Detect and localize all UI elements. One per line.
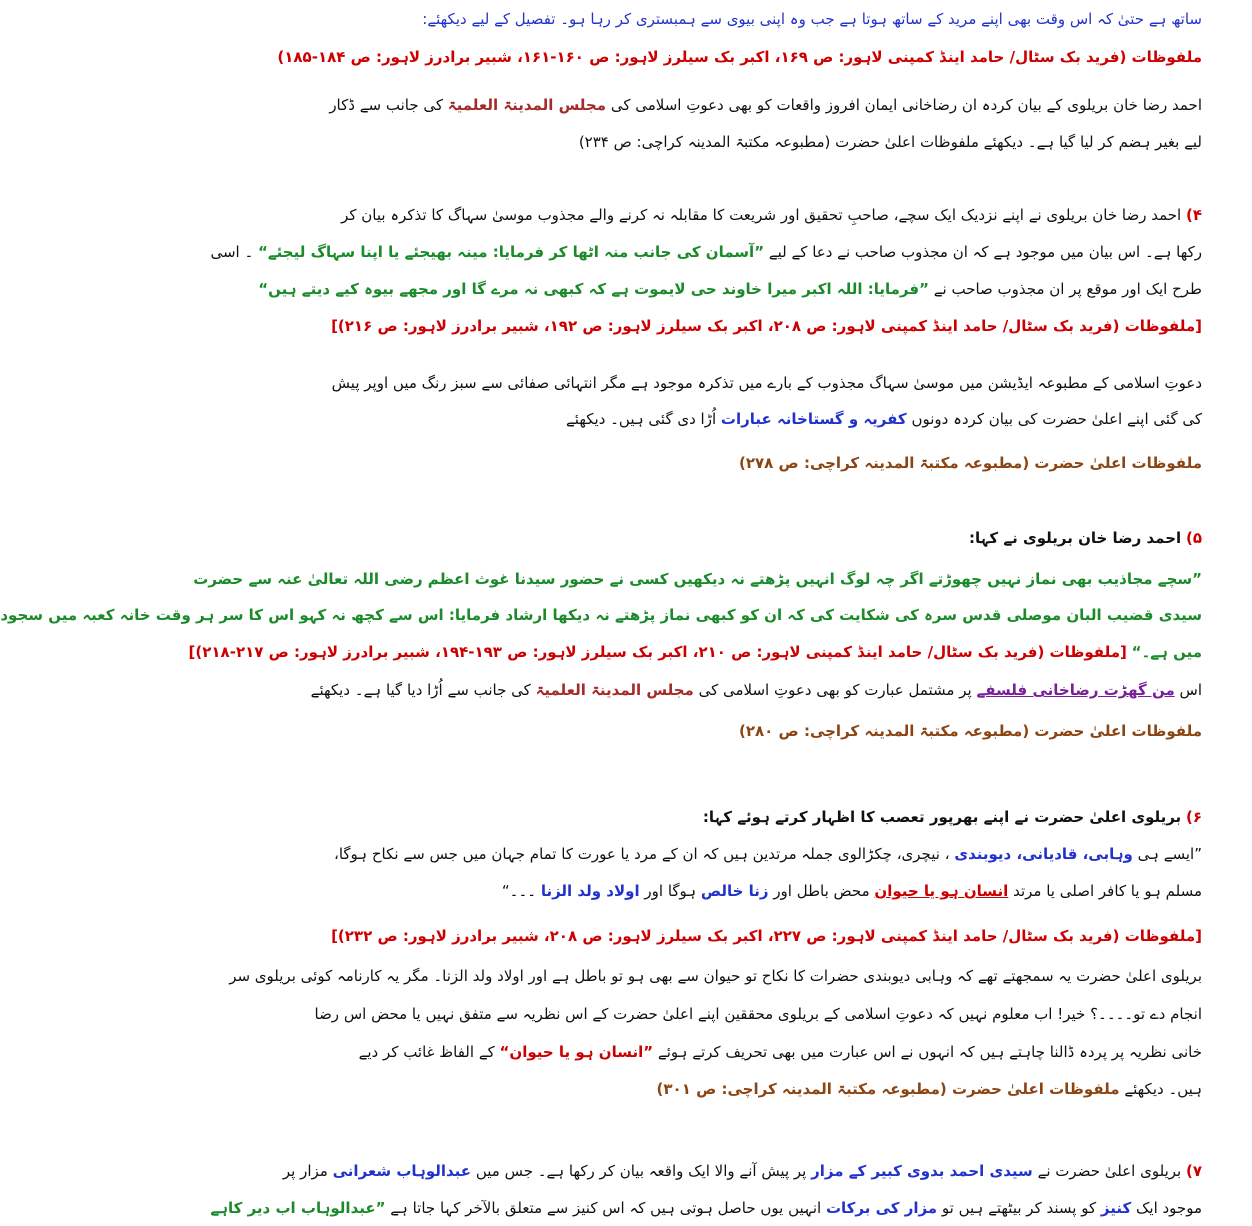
section-6-line-4: انجام دے تو۔۔۔۔؟ خیر! اب معلوم نہیں کہ دعوتِ اسلامی کے بریلوی محققین اپنے اعلیٰ حضرت کے اس نظریہ سے متفق نہیں یا محض اس رضا (314, 1005, 1202, 1023)
section-6-heading: ۶) بریلوی اعلیٰ حضرت نے اپنے بھرپور تعصب کا اظہار کرتے ہوئے کہا: (702, 808, 1202, 826)
intro-reference: ملفوظات (فرید بک سٹال/ حامد اینڈ کمپنی لاہور: ص ۱۶۹، اکبر بک سیلرز لاہور: ص ۱۶۰-۱۶۱، شبیر برادرز لاہور: ص ۱۸۴-۱۸۵) (277, 48, 1202, 66)
section-5-quote-2: سیدی قضیب البان موصلی قدس سرہ کی شکایت کی کہ ان کو کبھی نماز پڑھتے نہ دیکھا ارشاد فرمایا: اس سے کچھ نہ کہو اس کا سر ہر وقت خانہ کعبہ میں سجود (0, 606, 1202, 624)
section-4-line-5: کی گئی اپنے اعلیٰ حضرت کی بیان کردہ دونوں کفریہ و گستاخانہ عبارات اُڑا دی گئی ہیں۔ دیکھئے (566, 410, 1202, 428)
section-5-line-4: اس من گھڑت رضاخانی فلسفے پر مشتمل عبارت کو بھی دعوتِ اسلامی کی مجلس المدینۃ العلمیۃ کی جانب سے اُڑا دیا گیا ہے۔ دیکھئے (310, 681, 1202, 699)
section-5-quote-1: ”سچے مجاذیب بھی نماز نہیں چھوڑتے اگر چہ لوگ انہیں پڑھتے نہ دیکھیں کسی نے حضور سیدنا غوث اعظم رضی اللہ تعالیٰ عنہ سے حضرت (193, 570, 1202, 588)
section-4-line-2: رکھا ہے۔ اس بیان میں موجود ہے کہ ان مجذوب صاحب نے دعا کے لیے ”آسمان کی جانب منہ اٹھا کر فرمایا: مینہ بھیجئے یا اپنا سہاگ لیجئے“ ۔ اسی (210, 243, 1202, 261)
section-6-line-6: ہیں۔ دیکھئے ملفوظات اعلیٰ حضرت (مطبوعہ مکتبۃ المدینہ کراچی: ص ۳۰۱) (656, 1080, 1202, 1098)
section-4-edition-reference: ملفوظات اعلیٰ حضرت (مطبوعہ مکتبۃ المدینہ کراچی: ص ۲۷۸) (739, 454, 1202, 472)
intro-line-2: احمد رضا خان بریلوی کے بیان کردہ ان رضاخانی ایمان افروز واقعات کو بھی دعوتِ اسلامی کی مجلس المدینۃ العلمیۃ کی جانب سے ڈکار (329, 96, 1202, 114)
section-5-quote-3-and-reference: میں ہے۔“ [ملفوظات (فرید بک سٹال/ حامد اینڈ کمپنی لاہور: ص ۲۱۰، اکبر بک سیلرز لاہور: ص ۱۹۳-۱۹۴، شبیر برادرز لاہور: ص ۲۱۷-۲۱۸)] (188, 643, 1202, 661)
section-6-line-3: بریلوی اعلیٰ حضرت یہ سمجھتے تھے کہ وہابی دیوبندی حضرات کا نکاح تو حیوان سے بھی ہو تو باطل ہے اور اولاد ولد الزنا۔ مگر یہ کارنامہ کوئی بریلوی سر (229, 967, 1202, 985)
intro-line-3: لیے بغیر ہضم کر لیا گیا ہے۔ دیکھئے ملفوظات اعلیٰ حضرت (مطبوعہ مکتبۃ المدینہ کراچی: ص ۲۳۴) (578, 133, 1202, 151)
section-7-line-1: ۷) بریلوی اعلیٰ حضرت نے سیدی احمد بدوی کبیر کے مزار پر پیش آنے والا ایک واقعہ بیان کر رکھا ہے۔ جس میں عبدالوہاب شعرانی مزار پر (282, 1162, 1202, 1180)
section-6-quote-1: ”ایسے ہی وہابی، قادیانی، دیوبندی ، نیچری، چکڑالوی جملہ مرتدین ہیں کہ ان کے مرد یا عورت کا تمام جہان میں جس سے نکاح ہوگا، (333, 845, 1202, 863)
section-4-reference: [ملفوظات (فرید بک سٹال/ حامد اینڈ کمپنی لاہور: ص ۲۰۸، اکبر بک سیلرز لاہور: ص ۱۹۲، شبیر برادرز لاہور: ص ۲۱۶)] (331, 317, 1202, 335)
section-5-heading: ۵) احمد رضا خان بریلوی نے کہا: (968, 529, 1202, 547)
section-4-line-1: ۴) احمد رضا خان بریلوی نے اپنے نزدیک ایک سچے، صاحبِ تحقیق اور شریعت کا مقابلہ نہ کرنے والے مجذوب موسیٰ سہاگ کا تذکرہ بیان کر (341, 206, 1202, 224)
intro-line-1: ساتھ ہے حتیٰ کہ اس وقت بھی اپنے مرید کے ساتھ ہوتا ہے جب وہ اپنی بیوی سے ہمبستری کر رہا ہو۔ تفصیل کے لیے دیکھئے: (422, 10, 1202, 28)
section-7-line-2: موجود ایک کنیز کو پسند کر بیٹھتے ہیں تو مزار کی برکات انہیں یوں حاصل ہوتی ہیں کہ اس کنیز سے متعلق بالآخر کہا جاتا ہے ”عبدالوہاب اب دیر کاہے (210, 1199, 1202, 1217)
section-4-line-4: دعوتِ اسلامی کے مطبوعہ ایڈیشن میں موسیٰ سہاگ مجذوب کے بارے میں تذکرہ موجود ہے مگر انتہائی صفائی سے سبز رنگ میں اوپر پیش (331, 374, 1202, 392)
section-4-line-3: طرح ایک اور موقع پر ان مجذوب صاحب نے ”فرمایا: اللہ اکبر میرا خاوند حی لایموت ہے کہ کبھی نہ مرے گا اور مجھے بیوہ کیے دیتے ہیں“ (258, 280, 1202, 298)
section-6-reference: [ملفوظات (فرید بک سٹال/ حامد اینڈ کمپنی لاہور: ص ۲۲۷، اکبر بک سیلرز لاہور: ص ۲۰۸، شبیر برادرز لاہور: ص ۲۳۲)] (331, 927, 1202, 945)
section-6-line-5: خانی نظریہ پر پردہ ڈالنا چاہتے ہیں کہ انہوں نے اس عبارت میں بھی تحریف کرتے ہوئے ”انسان ہو یا حیوان“ کے الفاظ غائب کر دیے (358, 1043, 1202, 1061)
section-6-quote-2: مسلم ہو یا کافر اصلی یا مرتد انسان ہو یا حیوان محض باطل اور زنا خالص ہوگا اور اولاد ولد الزنا ۔۔۔“ (501, 882, 1202, 900)
section-5-edition-reference: ملفوظات اعلیٰ حضرت (مطبوعہ مکتبۃ المدینہ کراچی: ص ۲۸۰) (739, 722, 1202, 740)
